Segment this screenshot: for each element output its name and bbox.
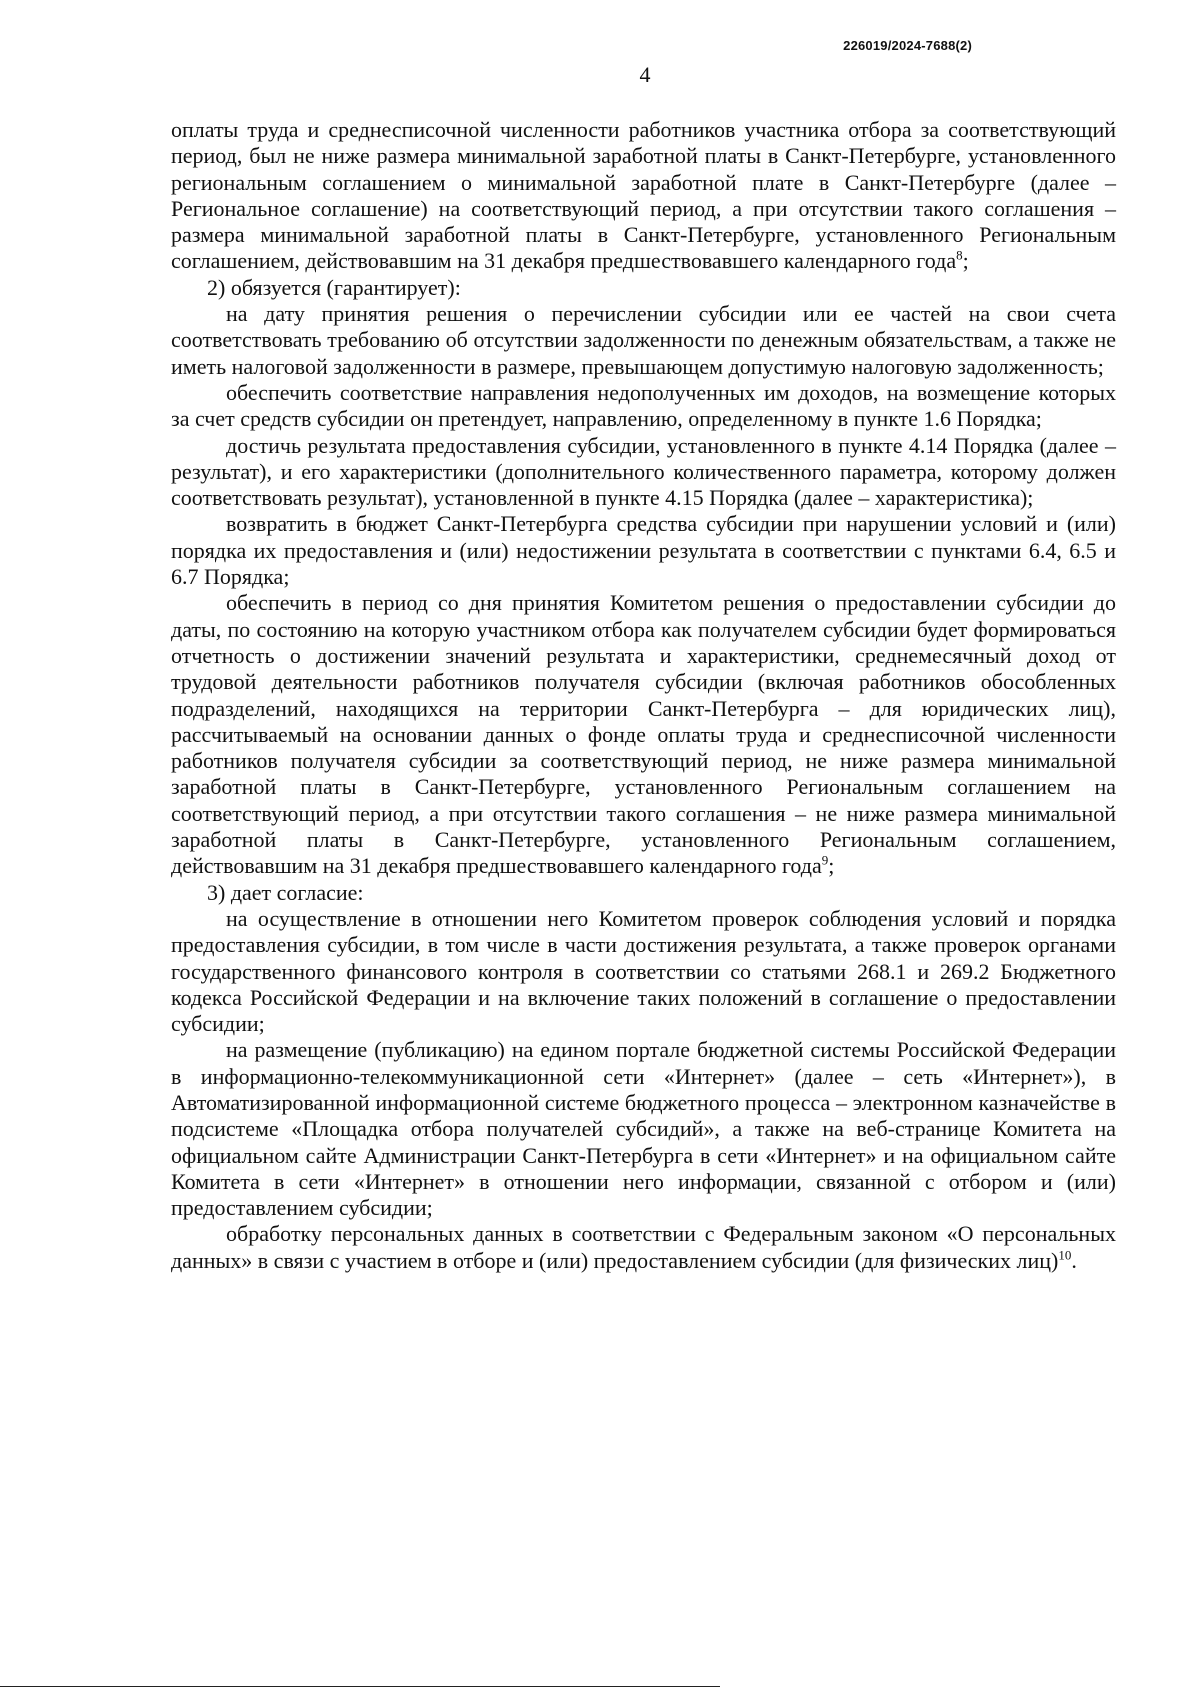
paragraph: обработку персональных данных в соответствии с Федеральным законом «О персональных данных» в связи с участием в отборе и (или) предоставлением субсидии (для физических лиц)$^{10}$. [171, 1221, 1116, 1273]
paragraph: обеспечить в период со дня принятия Комитетом решения о предоставлении субсидии до даты, по состоянию на которую участником отбора как получателем субсидии будет формироваться отчетность о достижении значений результата и характеристики, среднемесячный доход от трудовой деятельности работников получателя субсидии (включая работников обособленных подразделений, находящихся на территории Санкт-Петербурга – для юридических лиц), рассчитываемый на основании данных о фонде оплаты труда и среднесписочной численности работников получателя субсидии за соответствующий период, не ниже размера минимальной заработной платы в Санкт-Петербурге, установленного Региональным соглашением на соответствующий период, а при отсутствии такого соглашения – не ниже размера минимальной заработной платы в Санкт-Петербурге, установленного Региональным соглашением, действовавшим на 31 декабря предшествовавшего календарного года$^9$; [171, 590, 1116, 879]
paragraph: возвратить в бюджет Санкт-Петербурга средства субсидии при нарушении условий и (или) порядка их предоставления и (или) недостижении результата в соответствии с пунктами 6.4, 6.5 и 6.7 Порядка; [171, 511, 1116, 590]
document-registration-number: 226019/2024-7688(2) [843, 38, 972, 53]
paragraph: на осуществление в отношении него Комитетом проверок соблюдения условий и порядка предоставления субсидии, в том числе в части достижения результата, а также проверок органами государственного финансового контроля в соответствии со статьями 268.1 и 269.2 Бюджетного кодекса Российской Федерации и на включение таких положений в соглашение о предоставлении субсидии; [171, 905, 1116, 1037]
paragraph: достичь результата предоставления субсидии, установленного в пункте 4.14 Порядка (далее – результат), и его характеристики (дополнительного количественного параметра, которому должен соответствовать результат), установленной в пункте 4.15 Порядка (далее – характеристика); [171, 432, 1116, 511]
list-item-obligations: 2) обязуется (гарантирует): [207, 274, 461, 300]
footnote-marker: 8 [956, 248, 963, 264]
paragraph-continuation: оплаты труда и среднесписочной численности работников участника отбора за соответствующий период, был не ниже размера минимальной заработной платы в Санкт-Петербурге, установленного региональным соглашением о минимальной заработной плате в Санкт-Петербурге (далее – Региональное соглашение) на соответствующий период, а при отсутствии такого соглашения – размера минимальной заработной платы в Санкт-Петербурге, установленного Региональным соглашением, действовавшим на 31 декабря предшествовавшего календарного года$^8$; [171, 117, 1116, 274]
page-number: 4 [639, 62, 651, 87]
paragraph: обеспечить соответствие направления недополученных им доходов, на возмещение которых за счет средств субсидии он претендует, направлению, определенному в пункте 1.6 Порядка; [171, 379, 1116, 432]
document-body [171, 117, 1116, 1274]
paragraph: на размещение (публикацию) на едином портале бюджетной системы Российской Федерации в информационно-телекоммуникационной сети «Интернет» (далее – сеть «Интернет»), в Автоматизированной информационной системе бюджетного процесса – электронном казначействе в подсистеме «Площадка отбора получателей субсидий», а также на веб-странице Комитета на официальном сайте Администрации Санкт-Петербурга в сети «Интернет» и на официальном сайте Комитета в сети «Интернет» в отношении него информации, связанной с отбором и (или) предоставлением субсидии; [171, 1037, 1116, 1221]
footnote-marker: 10 [1058, 1247, 1072, 1263]
paragraph: на дату принятия решения о перечислении субсидии или ее частей на свои счета соответствовать требованию об отсутствии задолженности по денежным обязательствам, а также не иметь налоговой задолженности в размере, превышающем допустимую налоговую задолженность; [171, 301, 1116, 379]
scan-edge-line [0, 1686, 720, 1687]
list-item-consent: 3) дает согласие: [207, 879, 364, 905]
footnote-marker: 9 [821, 852, 829, 868]
